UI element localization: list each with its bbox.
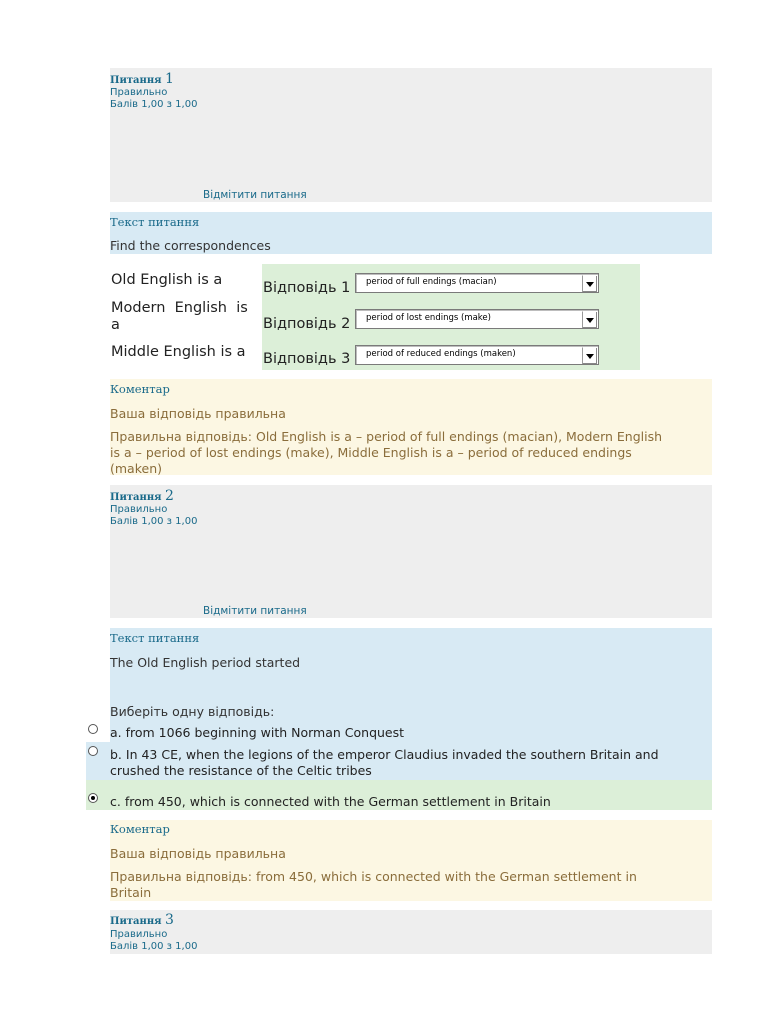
chevron-down-icon[interactable]: [582, 347, 597, 364]
q2-feedback-heading: Коментар: [110, 822, 170, 836]
q2-option-c[interactable]: c. from 450, which is connected with the German settlement in Britain: [110, 794, 551, 809]
q2-feedback-result: Ваша відповідь правильна: [110, 846, 286, 861]
q1-select-3[interactable]: [355, 345, 599, 365]
q1-text-heading: Текст питання: [110, 215, 200, 229]
q1-select-1-value: period of full endings (macian): [366, 277, 497, 287]
q2-label: Питання: [110, 492, 162, 503]
q1-number-value: 1: [165, 71, 174, 87]
q2-text-heading: Текст питання: [110, 631, 200, 645]
q1-number: [110, 71, 174, 87]
q2-number: [110, 488, 174, 504]
q2-option-b-radio[interactable]: [88, 746, 98, 756]
q1-select-2-value: period of lost endings (make): [366, 313, 491, 323]
q1-stem-2b: a: [111, 317, 120, 333]
q2-option-a[interactable]: a. from 1066 beginning with Norman Conquest: [110, 725, 405, 740]
q3-number-value: 3: [165, 912, 174, 928]
q3-info-panel: [110, 910, 712, 954]
q1-flag-link[interactable]: Відмітити питання: [203, 189, 307, 201]
q1-right-answer-1: Правильна відповідь: Old English is a – period of full endings (macian), Modern English: [110, 429, 663, 444]
q1-stem-2a: Modern English is: [111, 300, 248, 316]
q2-info-panel: [110, 485, 712, 618]
q2-prompt: Виберіть одну відповідь:: [110, 704, 275, 719]
q3-number: [110, 912, 174, 928]
q2-option-c-radio[interactable]: [88, 793, 98, 803]
q1-answer-label-1: Відповідь 1: [263, 280, 351, 296]
q1-select-1[interactable]: [355, 273, 599, 293]
chevron-down-icon[interactable]: [582, 275, 597, 292]
q2-question-text: The Old English period started: [110, 655, 301, 670]
q2-option-b-line1[interactable]: b. In 43 CE, when the legions of the emperor Claudius invaded the southern Britain and: [110, 747, 659, 762]
q2-status: Правильно: [110, 504, 168, 515]
q1-answer-label-3: Відповідь 3: [263, 351, 351, 367]
q2-option-a-radio[interactable]: [88, 724, 98, 734]
q3-label: Питання: [110, 916, 162, 927]
q2-score: Балів 1,00 з 1,00: [110, 516, 198, 527]
q2-number-value: 2: [165, 488, 174, 504]
q2-option-b-line2[interactable]: crushed the resistance of the Celtic tribes: [110, 763, 372, 778]
q2-right-answer-1: Правильна відповідь: from 450, which is connected with the German settlement in: [110, 869, 637, 884]
q1-select-3-value: period of reduced endings (maken): [366, 349, 516, 359]
q1-score: Балів 1,00 з 1,00: [110, 99, 198, 110]
q1-feedback-result: Ваша відповідь правильна: [110, 406, 286, 421]
q1-right-answer-2: is a – period of lost endings (make), Middle English is a – period of reduced endings: [110, 445, 632, 460]
q1-right-answer-3: (maken): [110, 461, 162, 476]
q3-score: Балів 1,00 з 1,00: [110, 941, 198, 952]
chevron-down-icon[interactable]: [582, 311, 597, 328]
q2-flag-link[interactable]: Відмітити питання: [203, 605, 307, 617]
q2-right-answer-2: Britain: [110, 885, 152, 900]
q1-info-panel: [110, 68, 712, 202]
q1-feedback-heading: Коментар: [110, 382, 170, 396]
q1-status: Правильно: [110, 87, 168, 98]
q1-question-text: Find the correspondences: [110, 238, 271, 253]
q1-answer-label-2: Відповідь 2: [263, 316, 351, 332]
q1-label: Питання: [110, 75, 162, 86]
q3-status: Правильно: [110, 929, 168, 940]
q1-stem-1: Old English is a: [111, 272, 223, 288]
q1-select-2[interactable]: [355, 309, 599, 329]
q1-stem-3: Middle English is a: [111, 344, 246, 360]
